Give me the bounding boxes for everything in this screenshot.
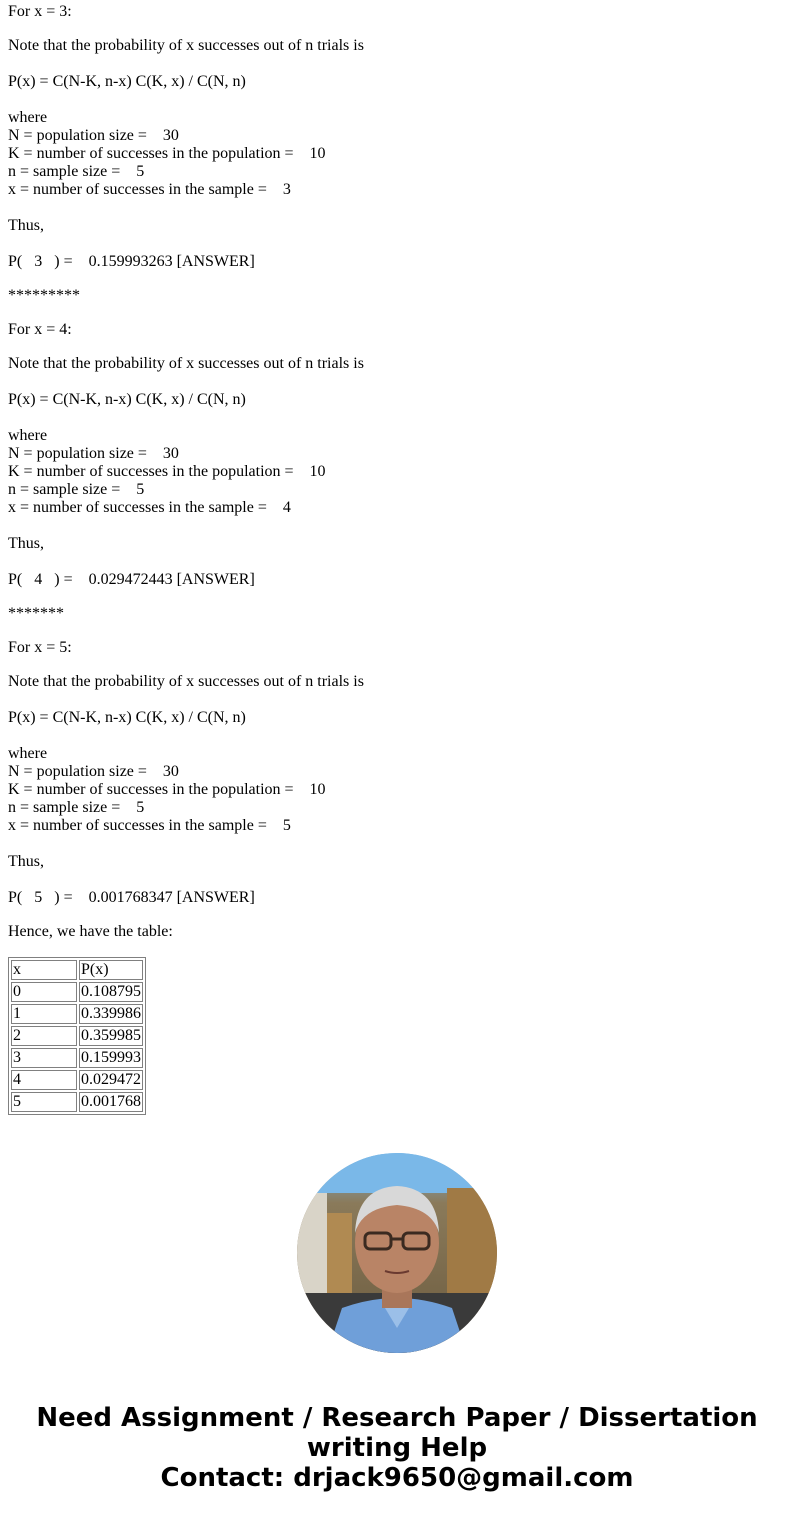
param-n (8, 799, 144, 817)
formula: P(x) = C(N-K, n-x) C(K, x) / C(N, n) (8, 391, 246, 408)
thus-label: Thus, (8, 535, 44, 552)
cell-px: 0.029472 (81, 1071, 141, 1088)
param-label: x = number of successes in the sample = (8, 499, 267, 516)
formula: P(x) = C(N-K, n-x) C(K, x) / C(N, n) (8, 709, 246, 726)
param-label: n = sample size = (8, 163, 121, 180)
cell-px: 0.339986 (81, 1005, 141, 1022)
param-label: n = sample size = (8, 481, 121, 498)
section-heading: For x = 4: (8, 321, 72, 338)
param-n (8, 481, 144, 499)
avatar-portrait-icon (297, 1153, 497, 1353)
result-prefix: P( (8, 253, 23, 270)
result-x: 5 (34, 889, 43, 906)
param-label: x = number of successes in the sample = (8, 817, 267, 834)
thus-label: Thus, (8, 217, 44, 234)
param-label: K = number of successes in the population = (8, 145, 294, 162)
table-row (11, 1092, 143, 1112)
param-K (8, 781, 326, 799)
cell-x: 4 (11, 1070, 77, 1090)
result-line (8, 253, 255, 271)
where-label: where (8, 427, 48, 444)
param-n (8, 163, 144, 181)
param-label: K = number of successes in the population = (8, 781, 294, 798)
formula: P(x) = C(N-K, n-x) C(K, x) / C(N, n) (8, 73, 246, 90)
result-line (8, 889, 255, 907)
param-value: 5 (136, 799, 145, 816)
table-row (11, 1004, 143, 1024)
table-header-x: x (11, 960, 77, 980)
param-value: 30 (162, 445, 179, 462)
separator: ******* (8, 605, 64, 622)
section-note: Note that the probability of x successes out of n trials is (8, 673, 364, 690)
banner-line-1: Need Assignment / Research Paper / Dissertation (36, 1403, 758, 1433)
result-prefix: P( (8, 571, 23, 588)
cell-x: 5 (11, 1092, 77, 1112)
cell-x: 2 (11, 1026, 77, 1046)
param-N (8, 763, 179, 781)
param-value: 10 (309, 463, 326, 480)
answer-tag: [ANSWER] (176, 889, 255, 906)
banner-line-2: writing Help (306, 1433, 488, 1463)
table-header-row (11, 960, 143, 980)
where-label: where (8, 109, 48, 126)
param-N (8, 445, 179, 463)
table-row (11, 1026, 143, 1046)
table-row (11, 982, 143, 1002)
param-value: 3 (282, 181, 291, 198)
cell-px: 0.108795 (81, 983, 141, 1000)
param-label: x = number of successes in the sample = (8, 181, 267, 198)
result-prefix: P( (8, 889, 23, 906)
param-label: N = population size = (8, 763, 147, 780)
banner-contact: Contact: drjack9650@gmail.com (160, 1463, 634, 1493)
contact-banner (0, 1403, 794, 1493)
cell-px: 0.001768 (81, 1093, 141, 1110)
where-label: where (8, 745, 48, 762)
param-x (8, 817, 291, 835)
table-row (11, 1070, 143, 1090)
section-note: Note that the probability of x successes out of n trials is (8, 355, 364, 372)
author-avatar (297, 1153, 497, 1353)
result-x: 3 (34, 253, 43, 270)
cell-x: 1 (11, 1004, 77, 1024)
result-mid: ) = (54, 889, 73, 906)
param-value: 5 (282, 817, 291, 834)
param-label: n = sample size = (8, 799, 121, 816)
table-row (11, 1048, 143, 1068)
param-value: 4 (282, 499, 291, 516)
section-heading: For x = 5: (8, 639, 72, 656)
answer-tag: [ANSWER] (176, 571, 255, 588)
section-heading: For x = 3: (8, 3, 72, 20)
param-K (8, 145, 326, 163)
cell-x: 0 (11, 982, 77, 1002)
separator: ********* (8, 287, 80, 304)
answer-tag: [ANSWER] (176, 253, 255, 270)
result-line (8, 571, 255, 589)
param-label: N = population size = (8, 127, 147, 144)
cell-px: 0.159993 (81, 1049, 141, 1066)
probability-table (8, 957, 146, 1115)
cell-px: 0.359985 (81, 1027, 141, 1044)
param-value: 10 (309, 781, 326, 798)
result-value: 0.029472443 (88, 571, 173, 588)
param-value: 5 (136, 481, 145, 498)
param-x (8, 181, 291, 199)
param-value: 30 (162, 127, 179, 144)
param-x (8, 499, 291, 517)
param-N (8, 127, 179, 145)
param-value: 5 (136, 163, 145, 180)
param-value: 10 (309, 145, 326, 162)
param-value: 30 (162, 763, 179, 780)
table-header-px: P(x) (79, 960, 143, 980)
table-intro: Hence, we have the table: (8, 923, 173, 940)
result-x: 4 (34, 571, 43, 588)
result-value: 0.001768347 (88, 889, 173, 906)
param-label: N = population size = (8, 445, 147, 462)
thus-label: Thus, (8, 853, 44, 870)
param-label: K = number of successes in the population = (8, 463, 294, 480)
param-K (8, 463, 326, 481)
result-mid: ) = (54, 253, 73, 270)
result-value: 0.159993263 (88, 253, 173, 270)
section-note: Note that the probability of x successes out of n trials is (8, 37, 364, 54)
result-mid: ) = (54, 571, 73, 588)
cell-x: 3 (11, 1048, 77, 1068)
